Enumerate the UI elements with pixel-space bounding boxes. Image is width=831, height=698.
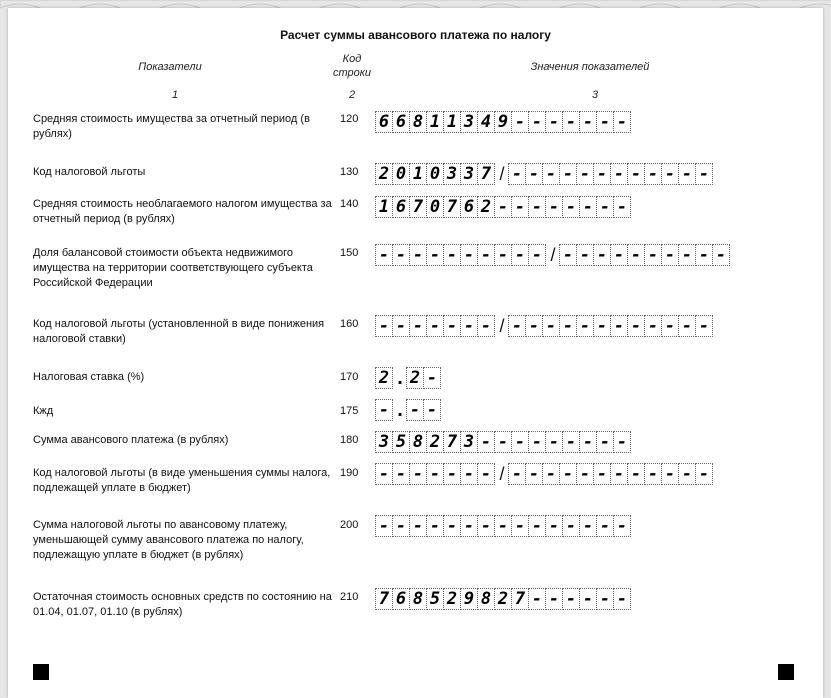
digit-cell[interactable]: - bbox=[593, 244, 611, 266]
digit-cell[interactable]: - bbox=[443, 315, 461, 337]
digit-cell[interactable]: 6 bbox=[392, 111, 410, 133]
header-indicators: Показатели bbox=[138, 61, 202, 73]
slash-separator: / bbox=[550, 244, 556, 265]
header-code-line2: строки bbox=[332, 67, 372, 79]
digit-cell[interactable]: - bbox=[508, 315, 526, 337]
row-code: 180 bbox=[340, 434, 359, 446]
row-code: 170 bbox=[340, 371, 359, 383]
digit-cell[interactable]: - bbox=[576, 315, 594, 337]
digit-cell[interactable]: - bbox=[494, 196, 512, 218]
digit-cell[interactable]: - bbox=[613, 111, 631, 133]
value-field-210[interactable] bbox=[375, 588, 631, 610]
row-label: Сумма авансового платежа (в рублях) bbox=[33, 434, 229, 446]
digit-cell[interactable]: 4 bbox=[477, 111, 495, 133]
digit-cell[interactable]: - bbox=[528, 196, 546, 218]
digit-cell[interactable]: - bbox=[593, 463, 611, 485]
value-field-180[interactable] bbox=[375, 431, 631, 453]
digit-cell[interactable]: - bbox=[511, 244, 529, 266]
digit-cell[interactable]: - bbox=[627, 244, 645, 266]
digit-cell[interactable]: - bbox=[596, 431, 614, 453]
digit-cell[interactable]: 2 bbox=[375, 163, 393, 185]
digit-cell[interactable]: - bbox=[409, 244, 427, 266]
row-code: 120 bbox=[340, 113, 359, 125]
digit-cell[interactable]: 2 bbox=[477, 196, 495, 218]
digit-cell[interactable]: - bbox=[443, 463, 461, 485]
digit-cell[interactable]: - bbox=[610, 315, 628, 337]
digit-cell[interactable]: - bbox=[443, 244, 461, 266]
digit-cell[interactable]: 7 bbox=[511, 588, 529, 610]
digit-cell[interactable]: - bbox=[392, 315, 410, 337]
column-number-1: 1 bbox=[171, 89, 179, 101]
digit-cell[interactable]: - bbox=[593, 315, 611, 337]
digit-cell[interactable]: 6 bbox=[392, 588, 410, 610]
digit-cell[interactable]: - bbox=[562, 431, 580, 453]
digit-cell[interactable]: - bbox=[610, 244, 628, 266]
digit-cell[interactable]: - bbox=[562, 588, 580, 610]
digit-cell[interactable]: - bbox=[392, 515, 410, 537]
slash-separator: / bbox=[499, 463, 505, 484]
digit-cell[interactable]: - bbox=[613, 515, 631, 537]
digit-cell[interactable]: 2 bbox=[494, 588, 512, 610]
digit-cell[interactable]: 9 bbox=[460, 588, 478, 610]
digit-cell[interactable]: 1 bbox=[409, 163, 427, 185]
digit-cell[interactable]: - bbox=[508, 163, 526, 185]
row-label: Налоговая ставка (%) bbox=[33, 371, 145, 383]
digit-cell[interactable]: - bbox=[661, 315, 679, 337]
digit-cell[interactable]: - bbox=[613, 431, 631, 453]
digit-cell[interactable]: - bbox=[661, 244, 679, 266]
digit-cell[interactable]: - bbox=[443, 515, 461, 537]
slash-separator: / bbox=[499, 163, 505, 184]
digit-cell[interactable]: 2 bbox=[375, 367, 393, 389]
digit-cell[interactable]: - bbox=[661, 463, 679, 485]
digit-cell[interactable]: - bbox=[559, 163, 577, 185]
row-code: 150 bbox=[340, 247, 359, 259]
column-number-3: 3 bbox=[591, 89, 599, 101]
digit-cell[interactable]: - bbox=[579, 196, 597, 218]
digit-cell[interactable]: - bbox=[678, 244, 696, 266]
digit-cell[interactable]: - bbox=[426, 515, 444, 537]
row-code: 200 bbox=[340, 519, 359, 531]
digit-cell[interactable]: - bbox=[559, 463, 577, 485]
digit-cell[interactable]: - bbox=[695, 244, 713, 266]
digit-cell[interactable]: - bbox=[426, 244, 444, 266]
digit-cell[interactable]: - bbox=[610, 163, 628, 185]
digit-cell[interactable]: - bbox=[494, 431, 512, 453]
digit-cell[interactable]: - bbox=[644, 163, 662, 185]
digit-cell[interactable]: 7 bbox=[409, 196, 427, 218]
digit-cell[interactable]: - bbox=[423, 367, 441, 389]
row-label: Сумма налоговой льготы по авансовому платежу, уменьшающей сумму авансового платежа по налогу, подлежащую уплате в бюджет (в рублях) bbox=[33, 519, 304, 561]
digit-cell[interactable]: - bbox=[477, 515, 495, 537]
digit-cell[interactable]: 0 bbox=[392, 163, 410, 185]
digit-cell[interactable]: - bbox=[528, 515, 546, 537]
row-code: 140 bbox=[340, 198, 359, 210]
digit-cell[interactable]: - bbox=[562, 196, 580, 218]
digit-cell[interactable]: - bbox=[375, 515, 393, 537]
value-field-190[interactable] bbox=[375, 463, 713, 485]
row-code: 160 bbox=[340, 318, 359, 330]
digit-cell[interactable]: - bbox=[596, 515, 614, 537]
digit-cell[interactable]: - bbox=[644, 315, 662, 337]
digit-cell[interactable]: - bbox=[678, 163, 696, 185]
row-label: Остаточная стоимость основных средств по состоянию на 01.04, 01.07, 01.10 (в рублях) bbox=[33, 591, 332, 618]
digit-cell[interactable]: - bbox=[712, 244, 730, 266]
digit-cell[interactable]: - bbox=[596, 196, 614, 218]
row-code: 175 bbox=[340, 405, 359, 417]
digit-cell[interactable]: - bbox=[511, 515, 529, 537]
digit-cell[interactable]: - bbox=[460, 244, 478, 266]
digit-cell[interactable]: - bbox=[426, 463, 444, 485]
digit-cell[interactable]: - bbox=[542, 315, 560, 337]
digit-cell[interactable]: 1 bbox=[426, 111, 444, 133]
digit-cell[interactable]: - bbox=[477, 315, 495, 337]
digit-cell[interactable]: - bbox=[477, 244, 495, 266]
digit-cell[interactable]: - bbox=[545, 515, 563, 537]
digit-cell[interactable]: - bbox=[627, 315, 645, 337]
column-number-2: 2 bbox=[348, 89, 356, 101]
digit-cell[interactable]: - bbox=[423, 399, 441, 421]
digit-cell[interactable]: - bbox=[678, 315, 696, 337]
form-title: Расчет суммы авансового платежа по налогу bbox=[280, 28, 551, 42]
row-code: 190 bbox=[340, 467, 359, 479]
digit-cell[interactable]: - bbox=[579, 588, 597, 610]
slash-separator: / bbox=[499, 315, 505, 336]
value-field-160[interactable] bbox=[375, 315, 713, 337]
digit-cell[interactable]: - bbox=[375, 244, 393, 266]
row-label: Доля балансовой стоимости объекта недвижимого имущества на территории соответствующего субъекта Российской Федерации bbox=[33, 247, 313, 289]
row-label: Средняя стоимость имущества за отчетный период (в рублях) bbox=[33, 113, 310, 140]
row-label: Код налоговой льготы bbox=[33, 166, 146, 178]
digit-cell[interactable]: - bbox=[576, 463, 594, 485]
digit-cell[interactable]: - bbox=[695, 163, 713, 185]
digit-cell[interactable]: 1 bbox=[375, 196, 393, 218]
header-code-line1: Код bbox=[342, 53, 362, 65]
row-label: Код налоговой льготы (в виде уменьшения суммы налога, подлежащей уплате в бюджет) bbox=[33, 467, 331, 494]
digit-cell[interactable]: 3 bbox=[375, 431, 393, 453]
digit-cell[interactable]: 7 bbox=[443, 196, 461, 218]
digit-cell[interactable]: 6 bbox=[392, 196, 410, 218]
digit-cell[interactable]: - bbox=[613, 588, 631, 610]
digit-cell[interactable]: - bbox=[613, 196, 631, 218]
digit-cell[interactable]: - bbox=[375, 399, 393, 421]
header-values: Значения показателей bbox=[530, 61, 650, 73]
digit-cell[interactable]: - bbox=[511, 111, 529, 133]
digit-cell[interactable]: - bbox=[528, 111, 546, 133]
digit-cell[interactable]: 7 bbox=[477, 163, 495, 185]
value-field-200[interactable] bbox=[375, 515, 631, 537]
digit-cell[interactable]: - bbox=[627, 463, 645, 485]
digit-cell[interactable]: - bbox=[542, 163, 560, 185]
decimal-point: . bbox=[397, 399, 403, 421]
digit-cell[interactable]: - bbox=[409, 463, 427, 485]
digit-cell[interactable]: 1 bbox=[443, 111, 461, 133]
digit-cell[interactable]: - bbox=[695, 463, 713, 485]
digit-cell[interactable]: - bbox=[494, 515, 512, 537]
digit-cell[interactable]: - bbox=[579, 431, 597, 453]
digit-cell[interactable]: 9 bbox=[494, 111, 512, 133]
digit-cell[interactable]: - bbox=[511, 431, 529, 453]
corner-marker-right bbox=[778, 664, 794, 680]
digit-cell[interactable]: - bbox=[559, 315, 577, 337]
digit-cell[interactable]: 3 bbox=[460, 111, 478, 133]
digit-cell[interactable]: - bbox=[406, 399, 424, 421]
digit-cell[interactable]: - bbox=[528, 431, 546, 453]
digit-cell[interactable]: 8 bbox=[409, 111, 427, 133]
digit-cell[interactable]: - bbox=[596, 111, 614, 133]
digit-cell[interactable]: - bbox=[525, 463, 543, 485]
row-label: Код налоговой льготы (установленной в виде понижения налоговой ставки) bbox=[33, 318, 325, 345]
digit-cell[interactable]: 0 bbox=[426, 196, 444, 218]
digit-cell[interactable]: - bbox=[644, 244, 662, 266]
corner-marker-left bbox=[33, 664, 49, 680]
digit-cell[interactable]: - bbox=[661, 163, 679, 185]
digit-cell[interactable]: - bbox=[460, 515, 478, 537]
value-field-170[interactable] bbox=[375, 367, 441, 389]
digit-cell[interactable]: - bbox=[460, 463, 478, 485]
row-label: Средняя стоимость необлагаемого налогом имущества за отчетный период (в рублях) bbox=[33, 198, 332, 225]
row-code: 210 bbox=[340, 591, 359, 603]
digit-cell[interactable]: - bbox=[375, 315, 393, 337]
digit-cell[interactable]: - bbox=[542, 463, 560, 485]
digit-cell[interactable]: 2 bbox=[426, 431, 444, 453]
digit-cell[interactable]: 8 bbox=[409, 431, 427, 453]
digit-cell[interactable]: - bbox=[528, 244, 546, 266]
digit-cell[interactable]: - bbox=[525, 315, 543, 337]
digit-cell[interactable]: - bbox=[678, 463, 696, 485]
digit-cell[interactable]: - bbox=[576, 244, 594, 266]
digit-cell[interactable]: 3 bbox=[460, 163, 478, 185]
digit-cell[interactable]: - bbox=[644, 463, 662, 485]
digit-cell[interactable]: - bbox=[460, 315, 478, 337]
digit-cell[interactable]: - bbox=[545, 431, 563, 453]
value-field-120[interactable] bbox=[375, 111, 631, 133]
digit-cell[interactable]: - bbox=[596, 588, 614, 610]
digit-cell[interactable]: - bbox=[579, 515, 597, 537]
digit-cell[interactable]: - bbox=[525, 163, 543, 185]
digit-cell[interactable]: - bbox=[545, 588, 563, 610]
digit-cell[interactable]: - bbox=[576, 163, 594, 185]
digit-cell[interactable]: - bbox=[562, 515, 580, 537]
row-code: 130 bbox=[340, 166, 359, 178]
digit-cell[interactable]: 8 bbox=[477, 588, 495, 610]
digit-cell[interactable]: 0 bbox=[426, 163, 444, 185]
value-field-150[interactable] bbox=[375, 244, 730, 266]
digit-cell[interactable]: - bbox=[627, 163, 645, 185]
digit-cell[interactable]: - bbox=[695, 315, 713, 337]
row-label: Кжд bbox=[33, 405, 54, 417]
digit-cell[interactable]: - bbox=[508, 463, 526, 485]
digit-cell[interactable]: - bbox=[593, 163, 611, 185]
digit-cell[interactable]: - bbox=[610, 463, 628, 485]
digit-cell[interactable]: - bbox=[409, 315, 427, 337]
header-line-code bbox=[322, 52, 382, 80]
digit-cell[interactable]: 2 bbox=[443, 588, 461, 610]
digit-cell[interactable]: 6 bbox=[460, 196, 478, 218]
value-field-130[interactable] bbox=[375, 163, 713, 185]
digit-cell[interactable]: 7 bbox=[375, 588, 393, 610]
digit-cell[interactable]: 8 bbox=[409, 588, 427, 610]
digit-cell[interactable]: 5 bbox=[392, 431, 410, 453]
value-field-140[interactable] bbox=[375, 196, 631, 218]
digit-cell[interactable]: 7 bbox=[443, 431, 461, 453]
digit-cell[interactable]: - bbox=[494, 244, 512, 266]
digit-cell[interactable]: - bbox=[426, 315, 444, 337]
digit-cell[interactable]: - bbox=[579, 111, 597, 133]
digit-cell[interactable]: - bbox=[511, 196, 529, 218]
digit-cell[interactable]: - bbox=[545, 111, 563, 133]
digit-cell[interactable]: - bbox=[562, 111, 580, 133]
digit-cell[interactable]: - bbox=[477, 463, 495, 485]
digit-cell[interactable]: - bbox=[477, 431, 495, 453]
digit-cell[interactable]: - bbox=[392, 463, 410, 485]
digit-cell[interactable]: 3 bbox=[460, 431, 478, 453]
digit-cell[interactable]: - bbox=[392, 244, 410, 266]
digit-cell[interactable]: 2 bbox=[406, 367, 424, 389]
digit-cell[interactable]: - bbox=[559, 244, 577, 266]
digit-cell[interactable]: - bbox=[545, 196, 563, 218]
digit-cell[interactable]: 5 bbox=[426, 588, 444, 610]
digit-cell[interactable]: 6 bbox=[375, 111, 393, 133]
digit-cell[interactable]: 3 bbox=[443, 163, 461, 185]
digit-cell[interactable]: - bbox=[409, 515, 427, 537]
digit-cell[interactable]: - bbox=[528, 588, 546, 610]
digit-cell[interactable]: - bbox=[375, 463, 393, 485]
decimal-point: . bbox=[397, 367, 403, 389]
value-field-175[interactable] bbox=[375, 399, 441, 421]
